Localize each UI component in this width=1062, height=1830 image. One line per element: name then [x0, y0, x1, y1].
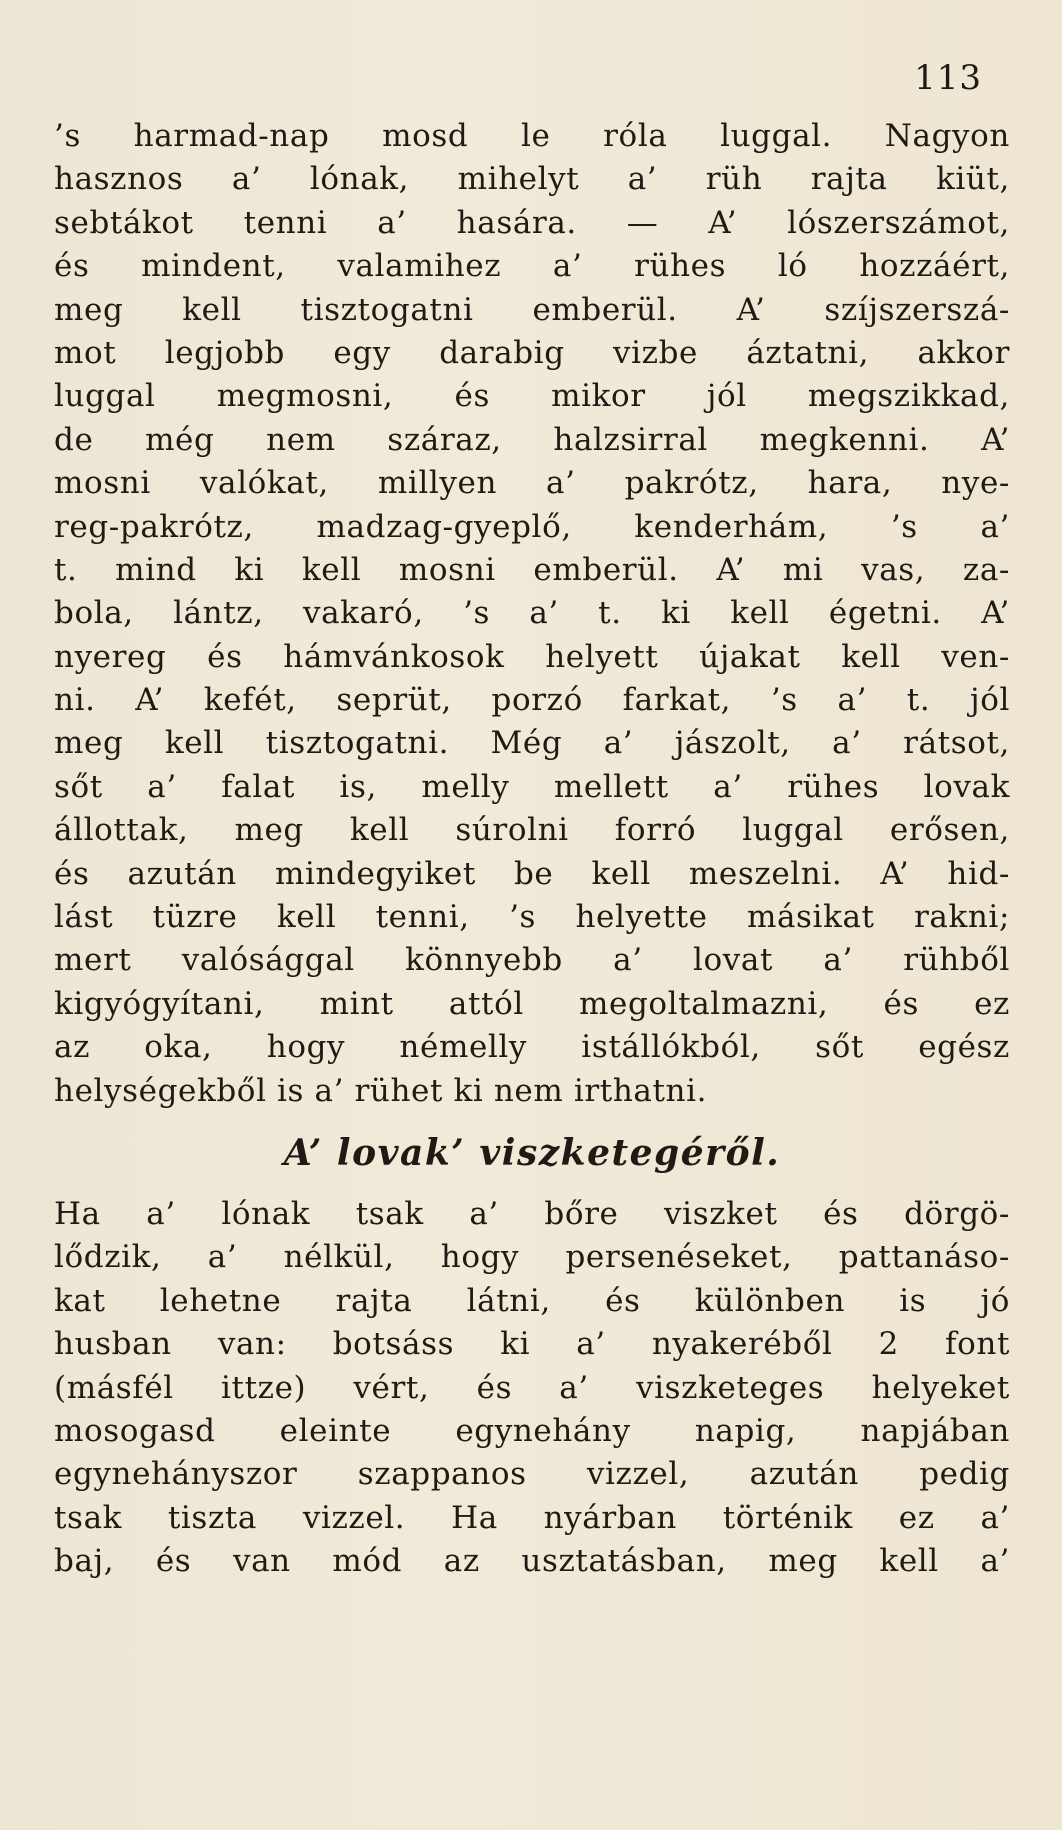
text-line: t. mind ki kell mosni emberül. A’ mi vas, za- [54, 551, 1010, 588]
text-line: luggal megmosni, és mikor jól megszikkad, [54, 378, 1010, 415]
text-line: de még nem száraz, halzsirral megkenni. A’ [54, 421, 1010, 458]
text-line: kigyógyítani, mint attól megoltalmazni, és ez [54, 985, 1010, 1022]
text-line: sebtákot tenni a’ hasára. — A’ lószerszámot, [54, 204, 1010, 241]
text-line: bola, lántz, vakaró, ’s a’ t. ki kell égetni. A’ [54, 595, 1010, 632]
text-line: lást tüzre kell tenni, ’s helyette másikat rakni; [54, 899, 1010, 936]
text-line: (másfél ittze) vért, és a’ viszketeges helyeket [54, 1369, 1010, 1406]
text-line: mosogasd eleinte egynehány napig, napjában [54, 1412, 1010, 1449]
text-line: mosni valókat, millyen a’ pakrótz, hara, nye- [54, 465, 1010, 502]
text-line: reg-pakrótz, madzag-gyeplő, kenderhám, ’s a’ [54, 508, 1010, 545]
text-line: és azután mindegyiket be kell meszelni. A’ hid- [54, 855, 1010, 892]
page-text [54, 115, 1010, 1584]
text-line: és mindent, valamihez a’ rühes ló hozzáért, [54, 248, 1010, 285]
text-line: helységekből is a’ rühet ki nem irthatni. [54, 1072, 708, 1109]
text-line: baj, és van mód az usztatásban, meg kell a’ [54, 1543, 1010, 1580]
text-line: ’s harmad-nap mosd le róla luggal. Nagyon [54, 118, 1010, 154]
text-line: tsak tiszta vizzel. Ha nyárban történik ez a’ [54, 1499, 1010, 1536]
text-line: meg kell tisztogatni emberül. A’ szíjszerszá- [54, 291, 1010, 328]
text-line: állottak, meg kell súrolni forró luggal erősen, [54, 812, 1010, 849]
text-line: meg kell tisztogatni. Még a’ jászolt, a’ rátsot, [54, 725, 1010, 762]
text-line: mert valósággal könnyebb a’ lovat a’ rühből [54, 942, 1010, 979]
text-line: Ha a’ lónak tsak a’ bőre viszket és dörgö- [54, 1195, 1010, 1232]
text-line: az oka, hogy némelly istállókból, sőt egész [54, 1029, 1010, 1066]
text-line: husban van: botsáss ki a’ nyakeréből 2 font [54, 1326, 1010, 1363]
text-line: egynehányszor szappanos vizzel, azután pedig [54, 1456, 1010, 1493]
text-line: mot legjobb egy darabig vizbe áztatni, akkor [54, 334, 1010, 371]
page-number: 113 [914, 58, 982, 98]
text-line: nyereg és hámvánkosok helyett újakat kell ven- [54, 638, 1010, 675]
text-line: kat lehetne rajta látni, és különben is jó [54, 1282, 1010, 1319]
text-line: hasznos a’ lónak, mihelyt a’ rüh rajta kiüt, [54, 161, 1010, 198]
section-heading: A’ lovak’ viszketegéről. [283, 1131, 781, 1174]
text-line: ni. A’ kefét, seprüt, porzó farkat, ’s a’ t. jól [54, 682, 1010, 719]
text-line: lődzik, a’ nélkül, hogy persenéseket, pattanáso- [54, 1239, 1010, 1276]
text-line: sőt a’ falat is, melly mellett a’ rühes lovak [54, 768, 1010, 805]
